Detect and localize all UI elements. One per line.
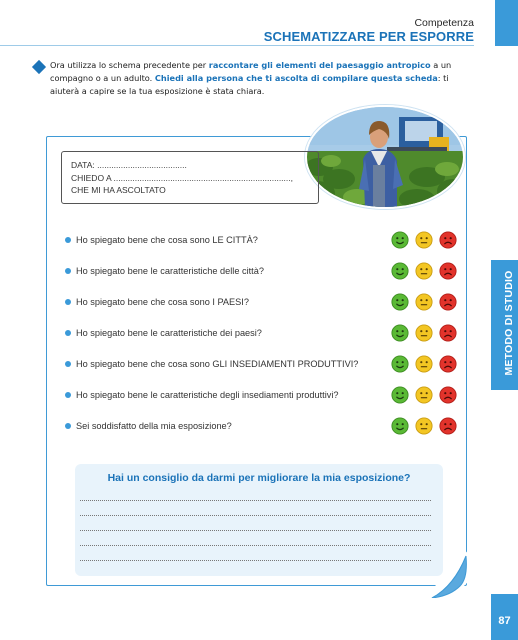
answer-line[interactable] bbox=[80, 530, 431, 531]
ask-to-field[interactable]: CHIEDO A ..........................................................................., bbox=[71, 172, 293, 183]
rating-faces bbox=[391, 417, 457, 435]
smiley-neutral-icon[interactable] bbox=[415, 355, 433, 373]
question-item bbox=[65, 266, 395, 276]
smiley-happy-icon[interactable] bbox=[391, 293, 409, 311]
question-text: Ho spiegato bene che cosa sono GLI INSEDIAMENTI PRODUTTIVI? bbox=[76, 359, 359, 369]
respondent-info-box bbox=[61, 151, 319, 204]
bullet-icon bbox=[65, 361, 71, 367]
smiley-neutral-icon[interactable] bbox=[415, 417, 433, 435]
top-corner-tab bbox=[495, 0, 518, 46]
rating-faces bbox=[391, 293, 457, 311]
page-number: 87 bbox=[498, 615, 511, 627]
question-text: Ho spiegato bene le caratteristiche dei paesi? bbox=[76, 328, 262, 338]
intro-highlight-2: Chiedi alla persona che ti ascolta di compilare questa scheda bbox=[154, 73, 438, 83]
header-divider bbox=[0, 45, 474, 46]
page-header bbox=[264, 17, 474, 44]
intro-text-1: Ora utilizza lo schema precedente per bbox=[50, 60, 209, 70]
smiley-happy-icon[interactable] bbox=[391, 324, 409, 342]
question-item bbox=[65, 328, 395, 338]
smiley-neutral-icon[interactable] bbox=[415, 262, 433, 280]
smiley-sad-icon[interactable] bbox=[439, 386, 457, 404]
date-field[interactable]: DATA: ...................................... bbox=[71, 160, 187, 170]
bullet-icon bbox=[65, 299, 71, 305]
rating-faces bbox=[391, 231, 457, 249]
bullet-icon bbox=[65, 392, 71, 398]
smiley-sad-icon[interactable] bbox=[439, 293, 457, 311]
smiley-neutral-icon[interactable] bbox=[415, 386, 433, 404]
intro-text-3: : ti aiuterà a capire se la tua esposizione è stata chiara. bbox=[50, 73, 449, 96]
smiley-sad-icon[interactable] bbox=[439, 262, 457, 280]
answer-line[interactable] bbox=[80, 545, 431, 546]
smiley-happy-icon[interactable] bbox=[391, 262, 409, 280]
smiley-sad-icon[interactable] bbox=[439, 355, 457, 373]
question-item bbox=[65, 390, 395, 400]
listener-label: CHE MI HA ASCOLTATO bbox=[71, 185, 166, 195]
smiley-sad-icon[interactable] bbox=[439, 417, 457, 435]
header-title: SCHEMATIZZARE PER ESPORRE bbox=[263, 29, 474, 44]
rating-faces bbox=[391, 386, 457, 404]
question-text: Sei soddisfatto della mia esposizione? bbox=[76, 421, 232, 431]
intro-highlight-1: raccontare gli elementi del paesaggio antropico bbox=[208, 60, 431, 70]
farmer-photo bbox=[305, 105, 465, 209]
smiley-happy-icon[interactable] bbox=[391, 355, 409, 373]
rating-faces bbox=[391, 262, 457, 280]
answer-line[interactable] bbox=[80, 500, 431, 501]
question-text: Ho spiegato bene le caratteristiche degli insediamenti produttivi? bbox=[76, 390, 339, 400]
bullet-icon bbox=[65, 423, 71, 429]
rating-faces bbox=[391, 324, 457, 342]
question-item bbox=[65, 297, 395, 307]
smiley-sad-icon[interactable] bbox=[439, 231, 457, 249]
page-number-tab bbox=[491, 594, 518, 640]
section-side-tab bbox=[491, 260, 518, 390]
smiley-happy-icon[interactable] bbox=[391, 417, 409, 435]
rating-faces bbox=[391, 355, 457, 373]
bullet-icon bbox=[65, 268, 71, 274]
smiley-neutral-icon[interactable] bbox=[415, 293, 433, 311]
question-item bbox=[65, 359, 395, 369]
intro-text-2: a un compagno o a un adulto. bbox=[50, 60, 452, 83]
smiley-happy-icon[interactable] bbox=[391, 386, 409, 404]
question-text: Ho spiegato bene le caratteristiche delle città? bbox=[76, 266, 264, 276]
smiley-neutral-icon[interactable] bbox=[415, 324, 433, 342]
smiley-sad-icon[interactable] bbox=[439, 324, 457, 342]
smiley-happy-icon[interactable] bbox=[391, 231, 409, 249]
header-kicker: Competenza bbox=[414, 17, 474, 29]
advice-box bbox=[75, 464, 443, 576]
question-text: Ho spiegato bene che cosa sono LE CITTÀ? bbox=[76, 235, 258, 245]
bullet-icon bbox=[65, 330, 71, 336]
intro-paragraph bbox=[50, 59, 480, 98]
side-tab-label: METODO DI STUDIO bbox=[502, 270, 515, 376]
smiley-neutral-icon[interactable] bbox=[415, 231, 433, 249]
advice-question: Hai un consiglio da darmi per migliorare la mia esposizione? bbox=[107, 472, 411, 484]
answer-line[interactable] bbox=[80, 560, 431, 561]
question-text: Ho spiegato bene che cosa sono I PAESI? bbox=[76, 297, 249, 307]
answer-line[interactable] bbox=[80, 515, 431, 516]
bullet-icon bbox=[65, 237, 71, 243]
question-item bbox=[65, 235, 395, 245]
farmer-photo-illustration bbox=[307, 107, 463, 207]
diamond-bullet-icon bbox=[32, 60, 46, 74]
question-item bbox=[65, 421, 395, 431]
